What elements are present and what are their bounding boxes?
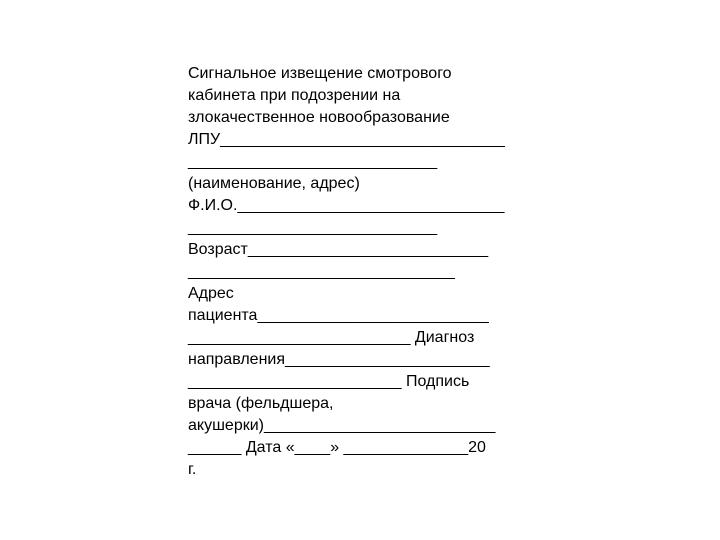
lpu-field-continuation: ____________________________ bbox=[188, 153, 438, 170]
address-label: Адрес bbox=[188, 285, 234, 302]
patient-address-field: пациента__________________________ bbox=[188, 307, 489, 324]
age-field: Возраст___________________________ bbox=[188, 241, 489, 258]
form-title-line-2: кабинета при подозрении на bbox=[188, 87, 401, 104]
form-title-line-1: Сигнальное извещение смотрового bbox=[188, 65, 452, 82]
date-field: ______ Дата «____» ______________20 bbox=[188, 439, 486, 456]
lpu-field: ЛПУ________________________________ bbox=[188, 131, 505, 148]
fio-field-continuation: ____________________________ bbox=[188, 219, 438, 236]
signature-label-continuation: врача (фельдшера, bbox=[188, 395, 334, 412]
signature-label-line: ________________________ Подпись bbox=[188, 373, 470, 390]
referral-form bbox=[188, 63, 548, 481]
lpu-field-hint: (наименование, адрес) bbox=[188, 175, 360, 192]
form-title-line-3: злокачественное новообразование bbox=[188, 109, 450, 126]
age-field-continuation: ______________________________ bbox=[188, 263, 455, 280]
fio-field: Ф.И.О.______________________________ bbox=[188, 197, 505, 214]
referral-diagnosis-field: направления_______________________ bbox=[188, 351, 490, 368]
date-year-suffix: г. bbox=[188, 461, 197, 478]
diagnosis-label-line: _________________________ Диагноз bbox=[188, 329, 475, 346]
midwife-signature-field: акушерки)__________________________ bbox=[188, 417, 496, 434]
